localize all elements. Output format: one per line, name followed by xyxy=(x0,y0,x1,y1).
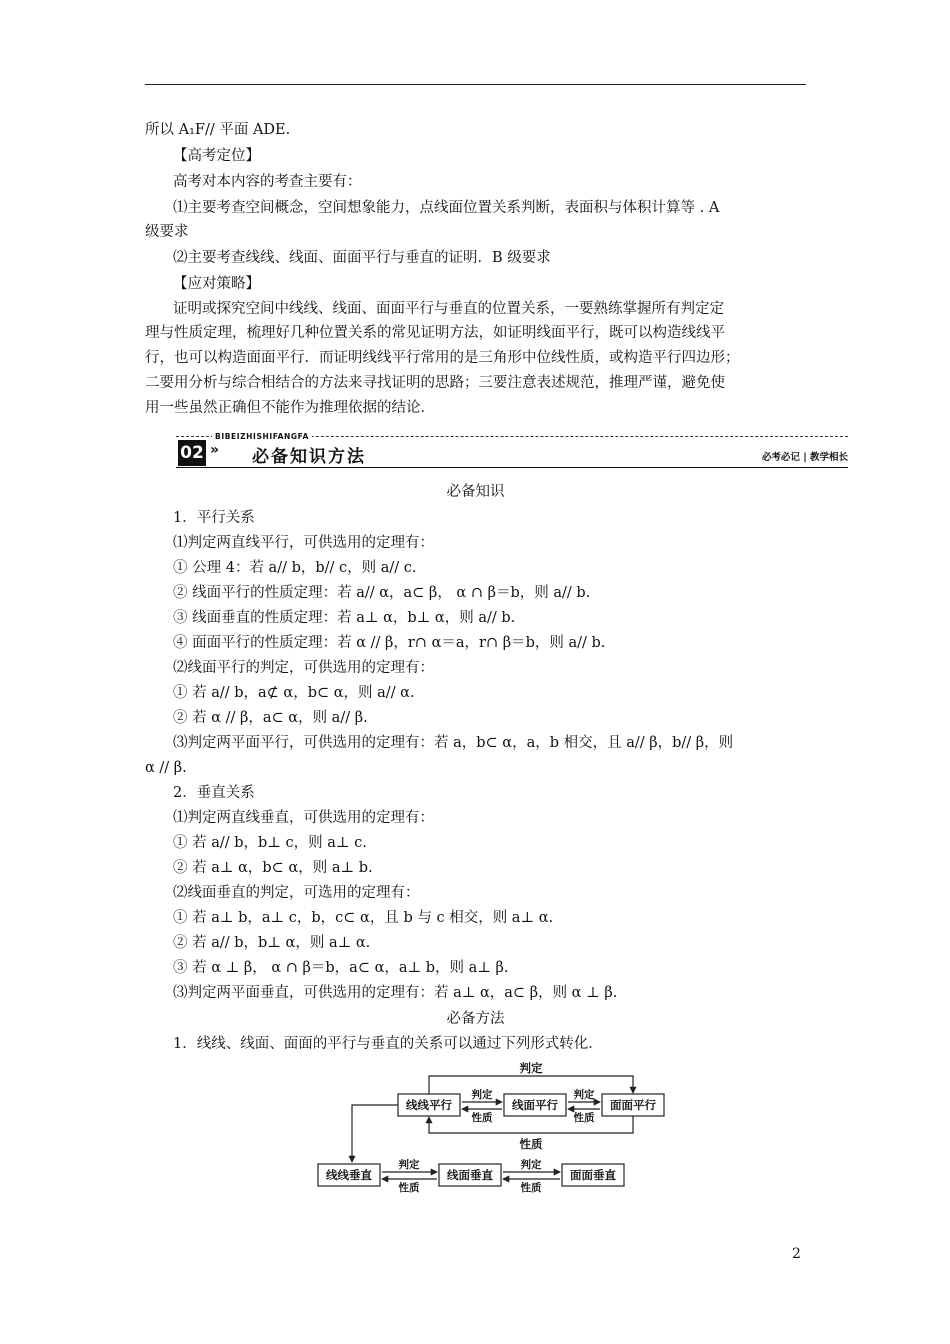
text-line: 理与性质定理，梳理好几种位置关系的常见证明方法，如证明线面平行，既可以构造线线平 xyxy=(145,325,725,341)
text-line: ⑶判定两平面垂直，可供选用的定理有：若 a⊥ α，a⊂ β，则 α ⊥ β. xyxy=(173,985,618,1001)
arrow-label-property: 性质 xyxy=(520,1182,542,1194)
box-label: 线线垂直 xyxy=(326,1168,372,1182)
text-line: ③ 线面垂直的性质定理：若 a⊥ α，b⊥ α，则 a// b. xyxy=(173,610,516,626)
box-label: 面面垂直 xyxy=(570,1168,616,1182)
text-line: ⑵线面垂直的判定，可选用的定理有： xyxy=(173,885,420,901)
text-line: 1．线线、线面、面面的平行与垂直的关系可以通过下列形式转化． xyxy=(173,1036,603,1052)
text-line: ⑶判定两平面平行，可供选用的定理有：若 a，b⊂ α，a，b 相交，且 a// β，b// β，则 xyxy=(173,735,734,751)
banner-base-rule xyxy=(176,467,848,468)
text-line: ② 若 α // β，a⊂ α，则 a// β. xyxy=(173,710,368,726)
text-line: ① 若 a// b，a⊄ α，b⊂ α，则 a// α. xyxy=(173,685,415,701)
text-line: ④ 面面平行的性质定理：若 α // β，r∩ α＝a，r∩ β＝b，则 a// b. xyxy=(173,635,606,651)
text-line: 用一些虽然正确但不能作为推理依据的结论． xyxy=(145,400,435,416)
text-line: ② 若 a// b，b⊥ α，则 a⊥ α. xyxy=(173,935,371,951)
banner-title: 必备知识方法 xyxy=(252,447,366,467)
box-label: 面面平行 xyxy=(610,1098,656,1112)
box-label: 线面垂直 xyxy=(447,1168,493,1182)
section-heading-strategy: 【应对策略】 xyxy=(173,276,260,292)
header-rule xyxy=(145,84,806,85)
text-line: ⑴判定两直线平行，可供选用的定理有： xyxy=(173,535,434,551)
banner-number: 02 xyxy=(178,440,206,466)
page-number: 2 xyxy=(792,1246,801,1262)
text-line: 二要用分析与综合相结合的方法来寻找证明的思路；三要注意表述规范，推理严谨，避免使 xyxy=(145,375,725,391)
text-line: 证明或探究空间中线线、线面、面面平行与垂直的位置关系，一要熟练掌握所有判定定 xyxy=(173,301,724,317)
section-heading-gaokao: 【高考定位】 xyxy=(173,148,260,164)
text-line: ① 若 a⊥ b，a⊥ c，b，c⊂ α，且 b 与 c 相交，则 a⊥ α. xyxy=(173,910,554,926)
arrow-label-judge: 判定 xyxy=(519,1061,543,1075)
text-line: 所以 A₁F// 平面 ADE. xyxy=(145,122,291,138)
arrow-label-property: 性质 xyxy=(398,1182,420,1194)
banner-tag: 必考必记 | 教学相长 xyxy=(761,452,848,463)
text-line: ② 若 a⊥ α，b⊂ α，则 a⊥ b. xyxy=(173,860,373,876)
text-line: 2．垂直关系 xyxy=(173,785,255,801)
relation-diagram xyxy=(312,1058,682,1198)
text-line: ⑵线面平行的判定，可供选用的定理有： xyxy=(173,660,434,676)
arrow-label-judge: 判定 xyxy=(520,1159,542,1171)
banner-pinyin: BIBEIZHISHIFANGFA xyxy=(212,432,312,441)
text-line: ① 若 a// b，b⊥ c，则 a⊥ c. xyxy=(173,835,367,851)
box-label: 线面平行 xyxy=(512,1098,558,1112)
subsection-heading: 必备知识 xyxy=(446,484,505,500)
box-label: 线线平行 xyxy=(406,1098,452,1112)
arrow-label-judge: 判定 xyxy=(471,1089,493,1101)
text-line: 1．平行关系 xyxy=(173,510,255,526)
text-line: 高考对本内容的考查主要有： xyxy=(173,174,362,190)
double-chevron-icon: » xyxy=(210,442,220,458)
subsection-heading: 必备方法 xyxy=(446,1011,505,1027)
text-line: ⑵主要考查线线、线面、面面平行与垂直的证明．B 级要求 xyxy=(173,250,551,266)
arrow-label-property: 性质 xyxy=(519,1137,543,1151)
text-line: ② 线面平行的性质定理：若 a// α，a⊂ β， α ∩ β＝b，则 a// b. xyxy=(173,585,591,601)
text-line: ⑴判定两直线垂直，可供选用的定理有： xyxy=(173,810,434,826)
arrow-label-judge: 判定 xyxy=(398,1159,420,1171)
text-line: 级要求 xyxy=(145,224,189,240)
text-line: α // β. xyxy=(145,760,187,776)
arrow-label-judge: 判定 xyxy=(573,1089,595,1101)
section-banner xyxy=(176,432,848,470)
arrow-label-property: 性质 xyxy=(573,1112,595,1124)
text-line: 行，也可以构造面面平行．而证明线线平行常用的是三角形中位线性质，或构造平行四边形； xyxy=(145,350,740,366)
text-line: ③ 若 α ⊥ β， α ∩ β＝b，a⊂ α，a⊥ b，则 a⊥ β. xyxy=(173,960,509,976)
text-line: ① 公理 4：若 a// b，b// c，则 a// c. xyxy=(173,560,417,576)
text-line: ⑴主要考查空间概念，空间想象能力，点线面位置关系判断，表面积与体积计算等 . A xyxy=(173,200,720,216)
arrow-label-property: 性质 xyxy=(471,1112,493,1124)
